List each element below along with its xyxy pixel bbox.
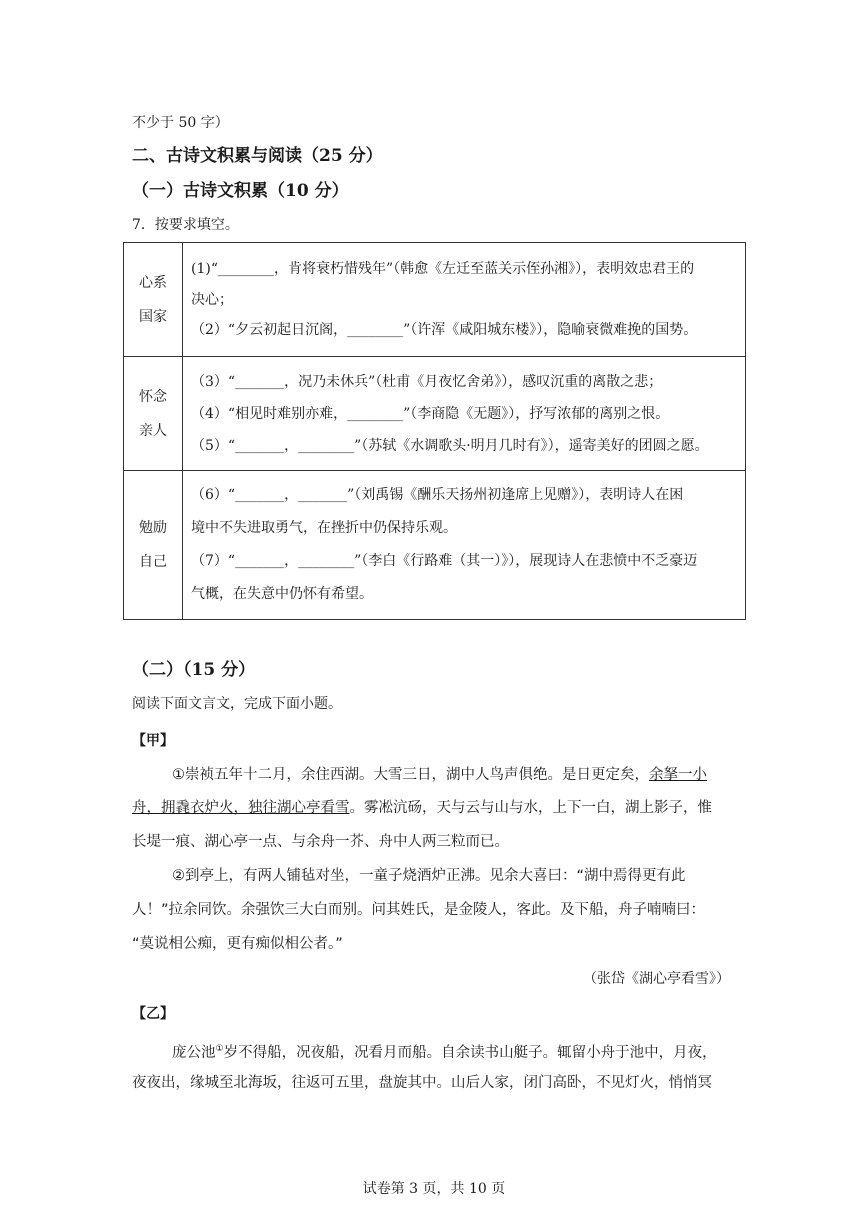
table-line: 境中不失进取勇气，在挫折中仍保持乐观。: [191, 520, 457, 536]
jia-text: 。雾凇沆砀，天与云与山与水，上下一白，湖上影子，惟: [349, 800, 712, 816]
jia-para1-line1: [172, 765, 707, 785]
table-line: （3）“_______，况乃未休兵”（杜甫《月夜忆舍弟》），感叹沉重的离散之悲；: [191, 373, 663, 390]
table-row: [124, 243, 746, 357]
table-line: 决心；: [191, 291, 233, 308]
subsection-title-1: （一）古诗文积累（10 分）: [132, 181, 349, 201]
table-line: （4）“相见时难别亦难，________”（李商隐《无题》），抒写浓郁的离别之恨。: [191, 405, 670, 422]
items-cell: [183, 471, 746, 620]
table-row: [124, 357, 746, 471]
jia-para2-line2: 人！”拉余同饮。余强饮三大白而别。问其姓氏，是金陵人，客此。及下船，舟子喃喃曰：: [132, 902, 706, 918]
category-cell: [124, 471, 183, 620]
page-footer: 试卷第 3 页，共 10 页: [362, 1181, 506, 1197]
footnote-marker: ①: [215, 1044, 224, 1054]
jia-para2-line3: “莫说相公痴，更有痴似相公者。”: [132, 936, 343, 952]
jia-para2-line1: ②到亭上，有两人铺毡对坐，一童子烧酒炉正沸。见余大喜曰：“湖中焉得更有此: [172, 868, 686, 884]
fill-in-table: [123, 242, 746, 620]
items-cell: [183, 357, 746, 471]
table-line: （7）“_______，________”（李白《行路难（其一）》），展现诗人在悲愤中不乏豪迈: [191, 553, 698, 569]
table-line: （2）“夕云初起日沉阁，________”（许浑《咸阳城东楼》），隐喻衰微难挽的国势。: [191, 321, 698, 338]
category-label: 心系: [139, 274, 167, 291]
table-line: （5）“_______，________”（苏轼《水调歌头·明月几时有》），遥寄美好的团圆之愿。: [191, 437, 709, 454]
category-label: 亲人: [139, 422, 167, 439]
yi-line2: 夜夜出，缘城至北海坂，往返可五里，盘旋其中。山后人家，闭门高卧，不见灯火，悄悄冥: [132, 1075, 712, 1091]
jia-text: ①崇祯五年十二月，余住西湖。大雪三日，湖中人鸟声俱绝。是日更定矣，: [172, 767, 649, 783]
jia-source: （张岱《湖心亭看雪》）: [583, 971, 730, 987]
jia-underlined-text: 余拏一小: [649, 767, 707, 783]
category-cell: [124, 243, 183, 357]
section-title: 二、古诗文积累与阅读（25 分）: [132, 146, 383, 166]
yi-text: 庞公池: [172, 1044, 216, 1061]
jia-para1-line2: [132, 798, 712, 818]
reading-instruction: 阅读下面文言文，完成下面小题。: [132, 696, 342, 712]
question-7: 7．按要求填空。: [132, 217, 239, 233]
table-line: 气概，在失意中仍怀有希望。: [191, 586, 373, 602]
yi-label: 【乙】: [132, 1006, 174, 1022]
category-cell: [124, 357, 183, 471]
table-row: [124, 471, 746, 620]
yi-line1: [172, 1039, 717, 1063]
category-label: 国家: [139, 308, 167, 325]
table-line: （6）“_______，_______”（刘禹锡《酬乐天扬州初逢席上见赠》），表明诗人在困: [191, 487, 684, 503]
jia-label: 【甲】: [132, 733, 174, 749]
items-cell: [183, 243, 746, 357]
category-label: 勉励: [139, 520, 167, 536]
jia-para1-line3: 长堤一痕、湖心亭一点、与余舟一芥、舟中人两三粒而已。: [132, 834, 509, 850]
intro-tail: 不少于 50 字）: [132, 115, 229, 131]
subsection-title-2: （二）（15 分）: [132, 660, 256, 680]
yi-text: 岁不得船，况夜船，况看月而船。自余读书山艇子。辄留小舟于池中，月夜，: [223, 1044, 717, 1061]
table-line: (1)“________，肯将衰朽惜残年”（韩愈《左迁至蓝关示侄孙湘》），表明效忠君王的: [191, 260, 695, 277]
category-label: 自己: [139, 554, 167, 570]
jia-underlined-text: 舟，拥毳衣炉火，独往湖心亭看雪: [132, 800, 350, 816]
category-label: 怀念: [139, 388, 167, 405]
